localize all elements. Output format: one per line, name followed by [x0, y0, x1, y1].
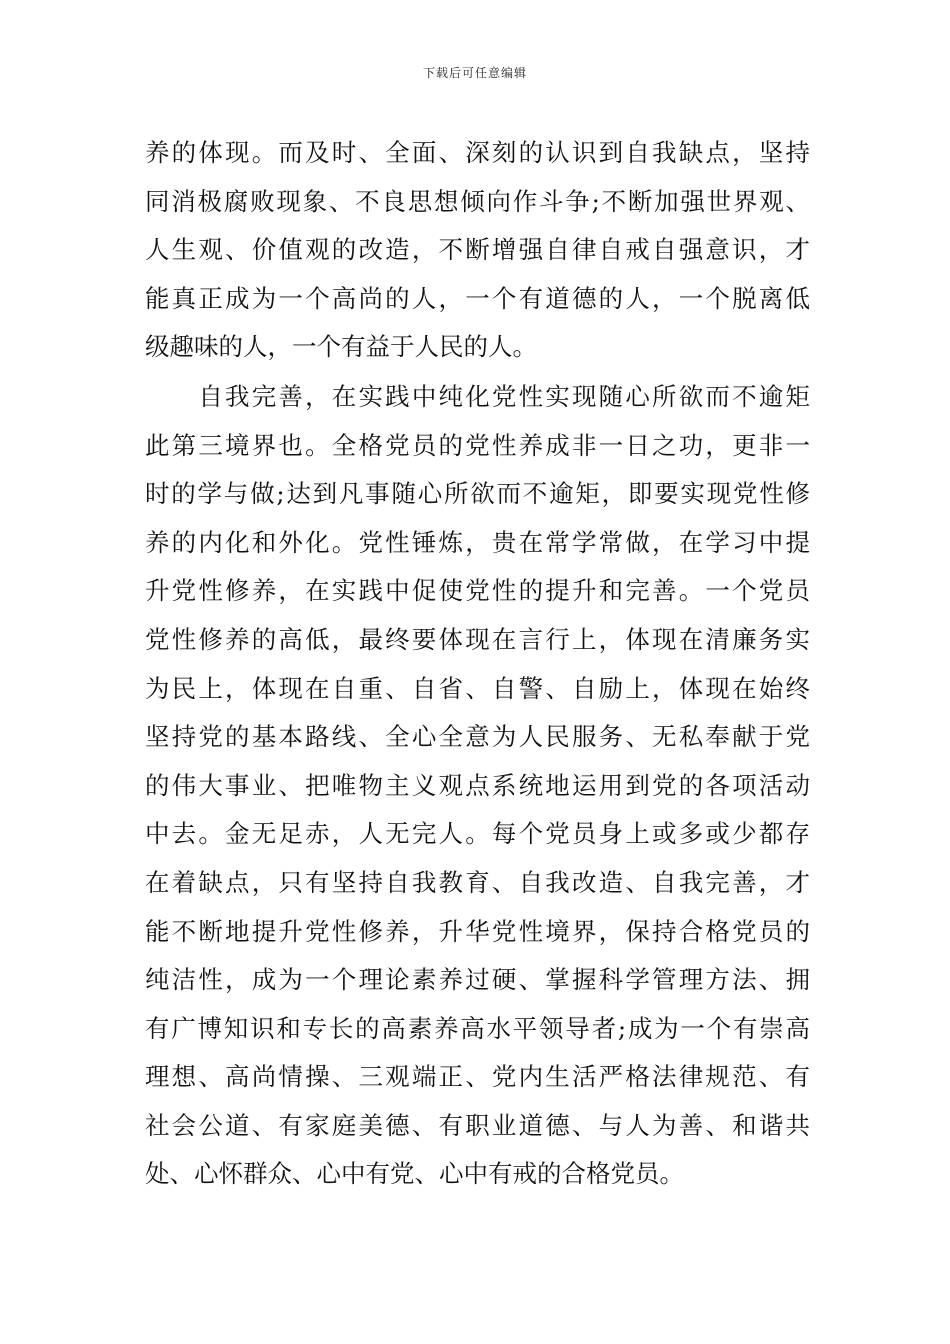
- text-line: 党性修养的高低，最终要体现在言行上，体现在清廉务实: [145, 624, 810, 654]
- text-line: 升党性修养，在实践中促使党性的提升和完善。一个党员: [145, 576, 810, 606]
- text-line: 纯洁性，成为一个理论素养过硬、掌握科学管理方法、拥: [145, 965, 810, 995]
- text-line: 中去。金无足赤，人无完人。每个党员身上或多或少都存: [145, 819, 810, 849]
- text-line: 有广博知识和专长的高素养高水平领导者;成为一个有崇高: [145, 1013, 810, 1043]
- text-line: 同消极腐败现象、不良思想倾向作斗争;不断加强世界观、: [145, 186, 810, 216]
- text-line: 自我完善，在实践中纯化党性实现随心所欲而不逾矩: [145, 381, 810, 411]
- text-line: 为民上，体现在自重、自省、自警、自励上，体现在始终: [145, 673, 810, 703]
- text-line: 能真正成为一个高尚的人，一个有道德的人，一个脱离低: [145, 283, 810, 313]
- text-line: 人生观、价值观的改造，不断增强自律自戒自强意识，才: [145, 235, 810, 265]
- text-line: 的伟大事业、把唯物主义观点系统地运用到党的各项活动: [145, 770, 810, 800]
- paragraph: [145, 129, 810, 372]
- text-line: 坚持党的基本路线、全心全意为人民服务、无私奉献于党: [145, 722, 810, 752]
- text-line: 社会公道、有家庭美德、有职业道德、与人为善、和谐共: [145, 1110, 810, 1140]
- text-line: 处、心怀群众、心中有党、心中有戒的合格党员。: [145, 1159, 684, 1189]
- text-line: 理想、高尚情操、三观端正、党内生活严格法律规范、有: [145, 1062, 810, 1092]
- text-line: 在着缺点，只有坚持自我教育、自我改造、自我完善，才: [145, 867, 810, 897]
- paragraph: [145, 373, 810, 1199]
- text-line: 能不断地提升党性修养，升华党性境界，保持合格党员的: [145, 916, 810, 946]
- text-line: 养的体现。而及时、全面、深刻的认识到自我缺点，坚持: [145, 138, 810, 167]
- page-header-note: 下载后可任意编辑: [422, 66, 527, 80]
- text-line: 此第三境界也。全格党员的党性养成非一日之功，更非一: [145, 430, 810, 460]
- document-body: [145, 129, 810, 1199]
- text-line: 级趣味的人，一个有益于人民的人。: [145, 332, 537, 362]
- text-line: 养的内化和外化。党性锤炼，贵在常学常做，在学习中提: [145, 527, 810, 557]
- text-line: 时的学与做;达到凡事随心所欲而不逾矩，即要实现党性修: [145, 479, 810, 509]
